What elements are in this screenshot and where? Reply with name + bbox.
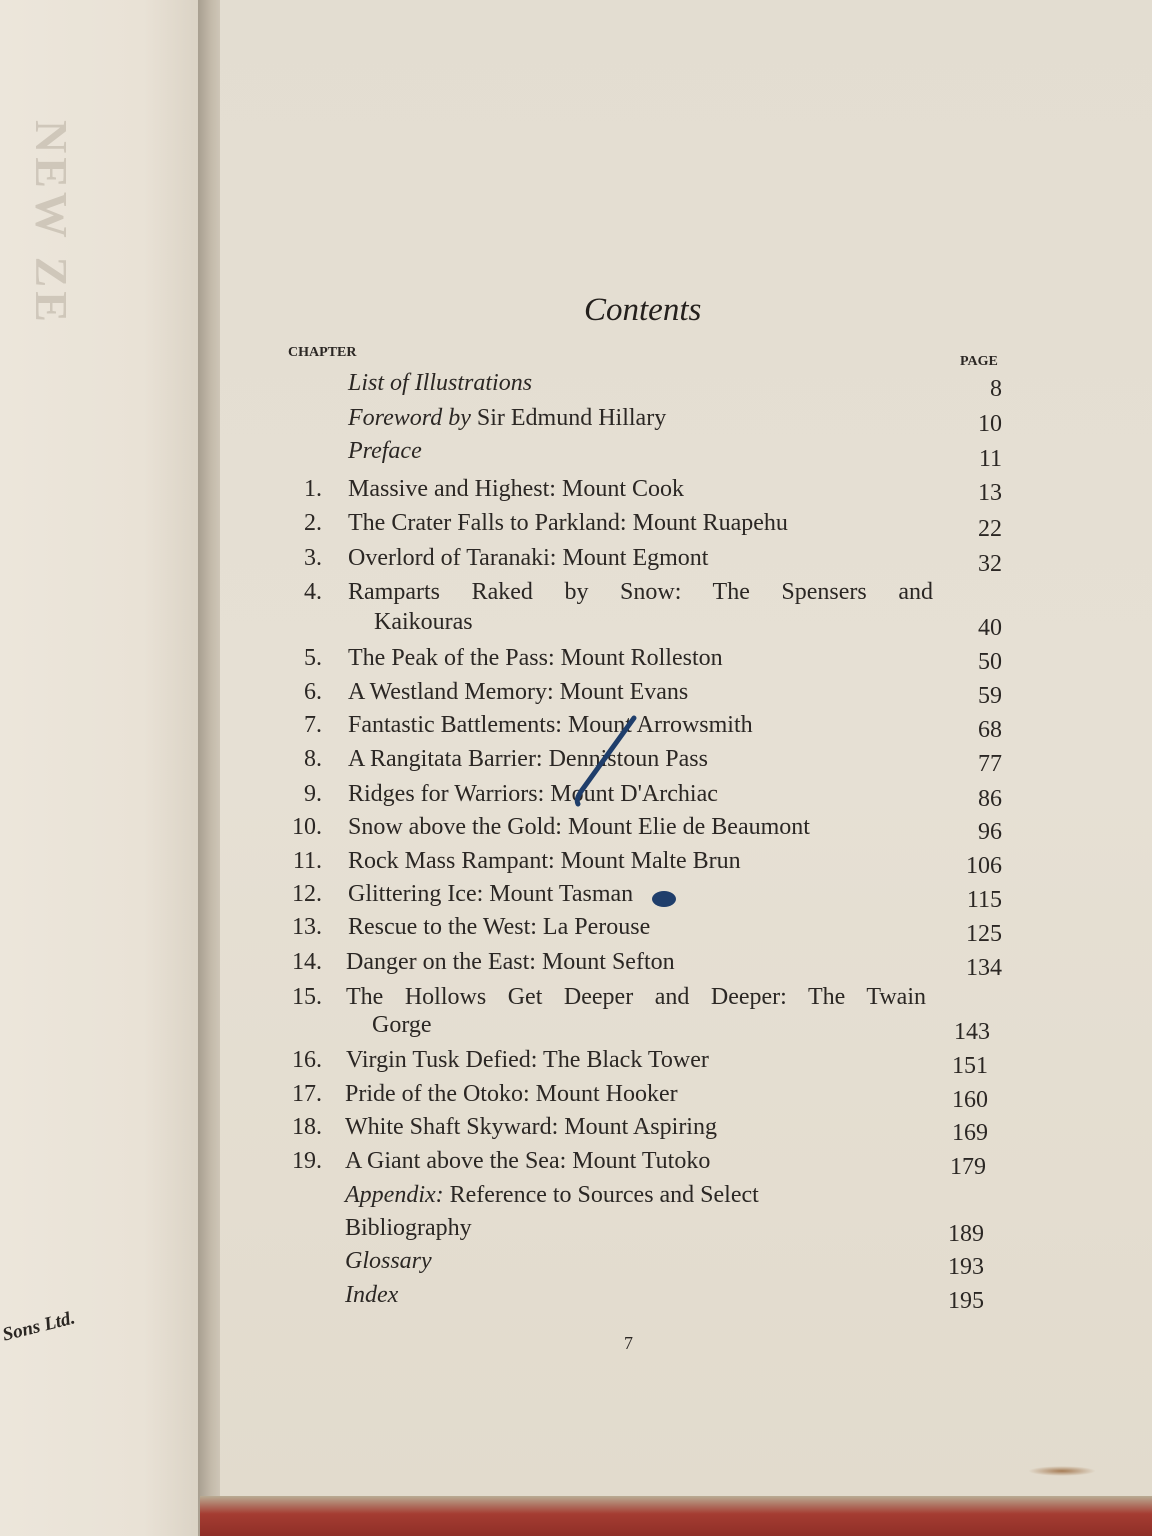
chapter-number: 15. [292,984,322,1010]
toc-entry-page: 96 [978,819,1002,845]
toc-entry-page: 8 [990,376,1002,402]
toc-entry-title-rest: Reference to Sources and Select [443,1182,759,1208]
toc-entry-page: 151 [952,1053,988,1079]
page-column-header: PAGE [960,354,998,369]
chapter-number: 5. [304,645,322,671]
chapter-title: Massive and Highest: Mount Cook [348,476,684,502]
chapter-title: The Peak of the Pass: Mount Rolleston [348,645,723,671]
chapter-number: 14. [292,949,322,975]
chapter-title: Fantastic Battlements: Mount Arrowsmith [348,712,753,738]
chapter-title: Virgin Tusk Defied: The Black Tower [346,1047,709,1073]
toc-entry-page: 115 [966,887,1002,913]
page-title: Contents [584,292,702,328]
chapter-number: 1. [304,476,322,502]
chapter-title: A Giant above the Sea: Mount Tutoko [345,1148,711,1174]
chapter-number: 7. [304,712,322,738]
toc-entry-page: 189 [948,1221,984,1247]
chapter-number: 17. [292,1081,322,1107]
page-stain [1028,1466,1096,1476]
chapter-title: Glittering Ice: Mount Tasman [348,881,634,907]
publisher-fragment: Sons Ltd. [0,1307,78,1346]
toc-entry-page: 86 [978,786,1002,812]
chapter-number: 10. [292,814,322,840]
toc-entry-page: 32 [978,551,1002,577]
toc-entry-page: 125 [966,921,1002,947]
chapter-title: Overlord of Taranaki: Mount Egmont [348,545,709,571]
chapter-number: 18. [292,1114,322,1140]
chapter-title-continuation: Gorge [372,1012,432,1038]
toc-entry-page: 59 [978,683,1002,709]
chapter-number: 19. [292,1148,322,1174]
chapter-title-continuation: Kaikouras [374,609,473,635]
toc-entry-page: 160 [952,1087,988,1113]
toc-entry-title: Glossary [345,1248,432,1274]
toc-entry-title: List of Illustrations [348,370,533,396]
chapter-number: 2. [304,510,322,536]
chapter-title: The Hollows Get Deeper and Deeper: The Twain [346,984,926,1010]
chapter-title: Rescue to the West: La Perouse [348,914,651,940]
chapter-number: 13. [292,914,322,940]
chapter-title: Snow above the Gold: Mount Elie de Beaumont [348,814,810,840]
chapter-number: 16. [292,1047,322,1073]
toc-entry-title: Preface [348,438,422,464]
toc-entry-page: 193 [948,1254,984,1280]
toc-entry-page: 40 [978,615,1002,641]
toc-entry-page: 68 [978,717,1002,743]
toc-entry-page: 195 [948,1288,984,1314]
chapter-title: A Rangitata Barrier: Dennistoun Pass [348,746,708,772]
toc-entry-page: 134 [966,955,1002,981]
chapter-title: Rock Mass Rampant: Mount Malte Brun [348,848,741,874]
toc-entry-title: Index [345,1282,399,1308]
toc-entry-title-author: Sir Edmund Hillary [470,405,667,431]
chapter-title: Ramparts Raked by Snow: The Spensers and [348,579,933,605]
left-page-title-fragment: NEW ZE [26,120,77,326]
chapter-number: 6. [304,679,322,705]
chapter-title: Pride of the Otoko: Mount Hooker [345,1081,678,1107]
toc-entry-title-continuation: Bibliography [345,1215,472,1241]
toc-entry-page: 11 [978,446,1002,472]
chapter-column-header: CHAPTER [288,345,357,360]
toc-entry-page: 169 [952,1120,988,1146]
toc-entry-page: 22 [978,516,1002,542]
chapter-number: 9. [304,781,322,807]
chapter-number: 11. [292,848,322,874]
page-number: 7 [624,1333,633,1353]
chapter-number: 12. [292,881,322,907]
chapter-number: 8. [304,746,322,772]
toc-entry-page: 106 [966,853,1002,879]
chapter-title: Danger on the East: Mount Sefton [346,949,675,975]
toc-entry-title: Foreword by [348,405,471,431]
chapter-title: The Crater Falls to Parkland: Mount Ruapehu [348,510,788,536]
chapter-title: White Shaft Skyward: Mount Aspiring [345,1114,717,1140]
chapter-title: Ridges for Warriors: Mount D'Archiac [348,781,718,807]
chapter-title: A Westland Memory: Mount Evans [348,679,689,705]
toc-entry-page: 10 [978,411,1002,437]
toc-entry-page: 50 [978,649,1002,675]
toc-entry-page: 143 [954,1019,990,1045]
toc-entry-page: 179 [950,1154,986,1180]
chapter-number: 3. [304,545,322,571]
chapter-number: 4. [304,579,322,605]
toc-entry-title: Appendix: [345,1182,444,1208]
toc-entry-page: 77 [978,751,1002,777]
toc-entry-page: 13 [978,480,1002,506]
